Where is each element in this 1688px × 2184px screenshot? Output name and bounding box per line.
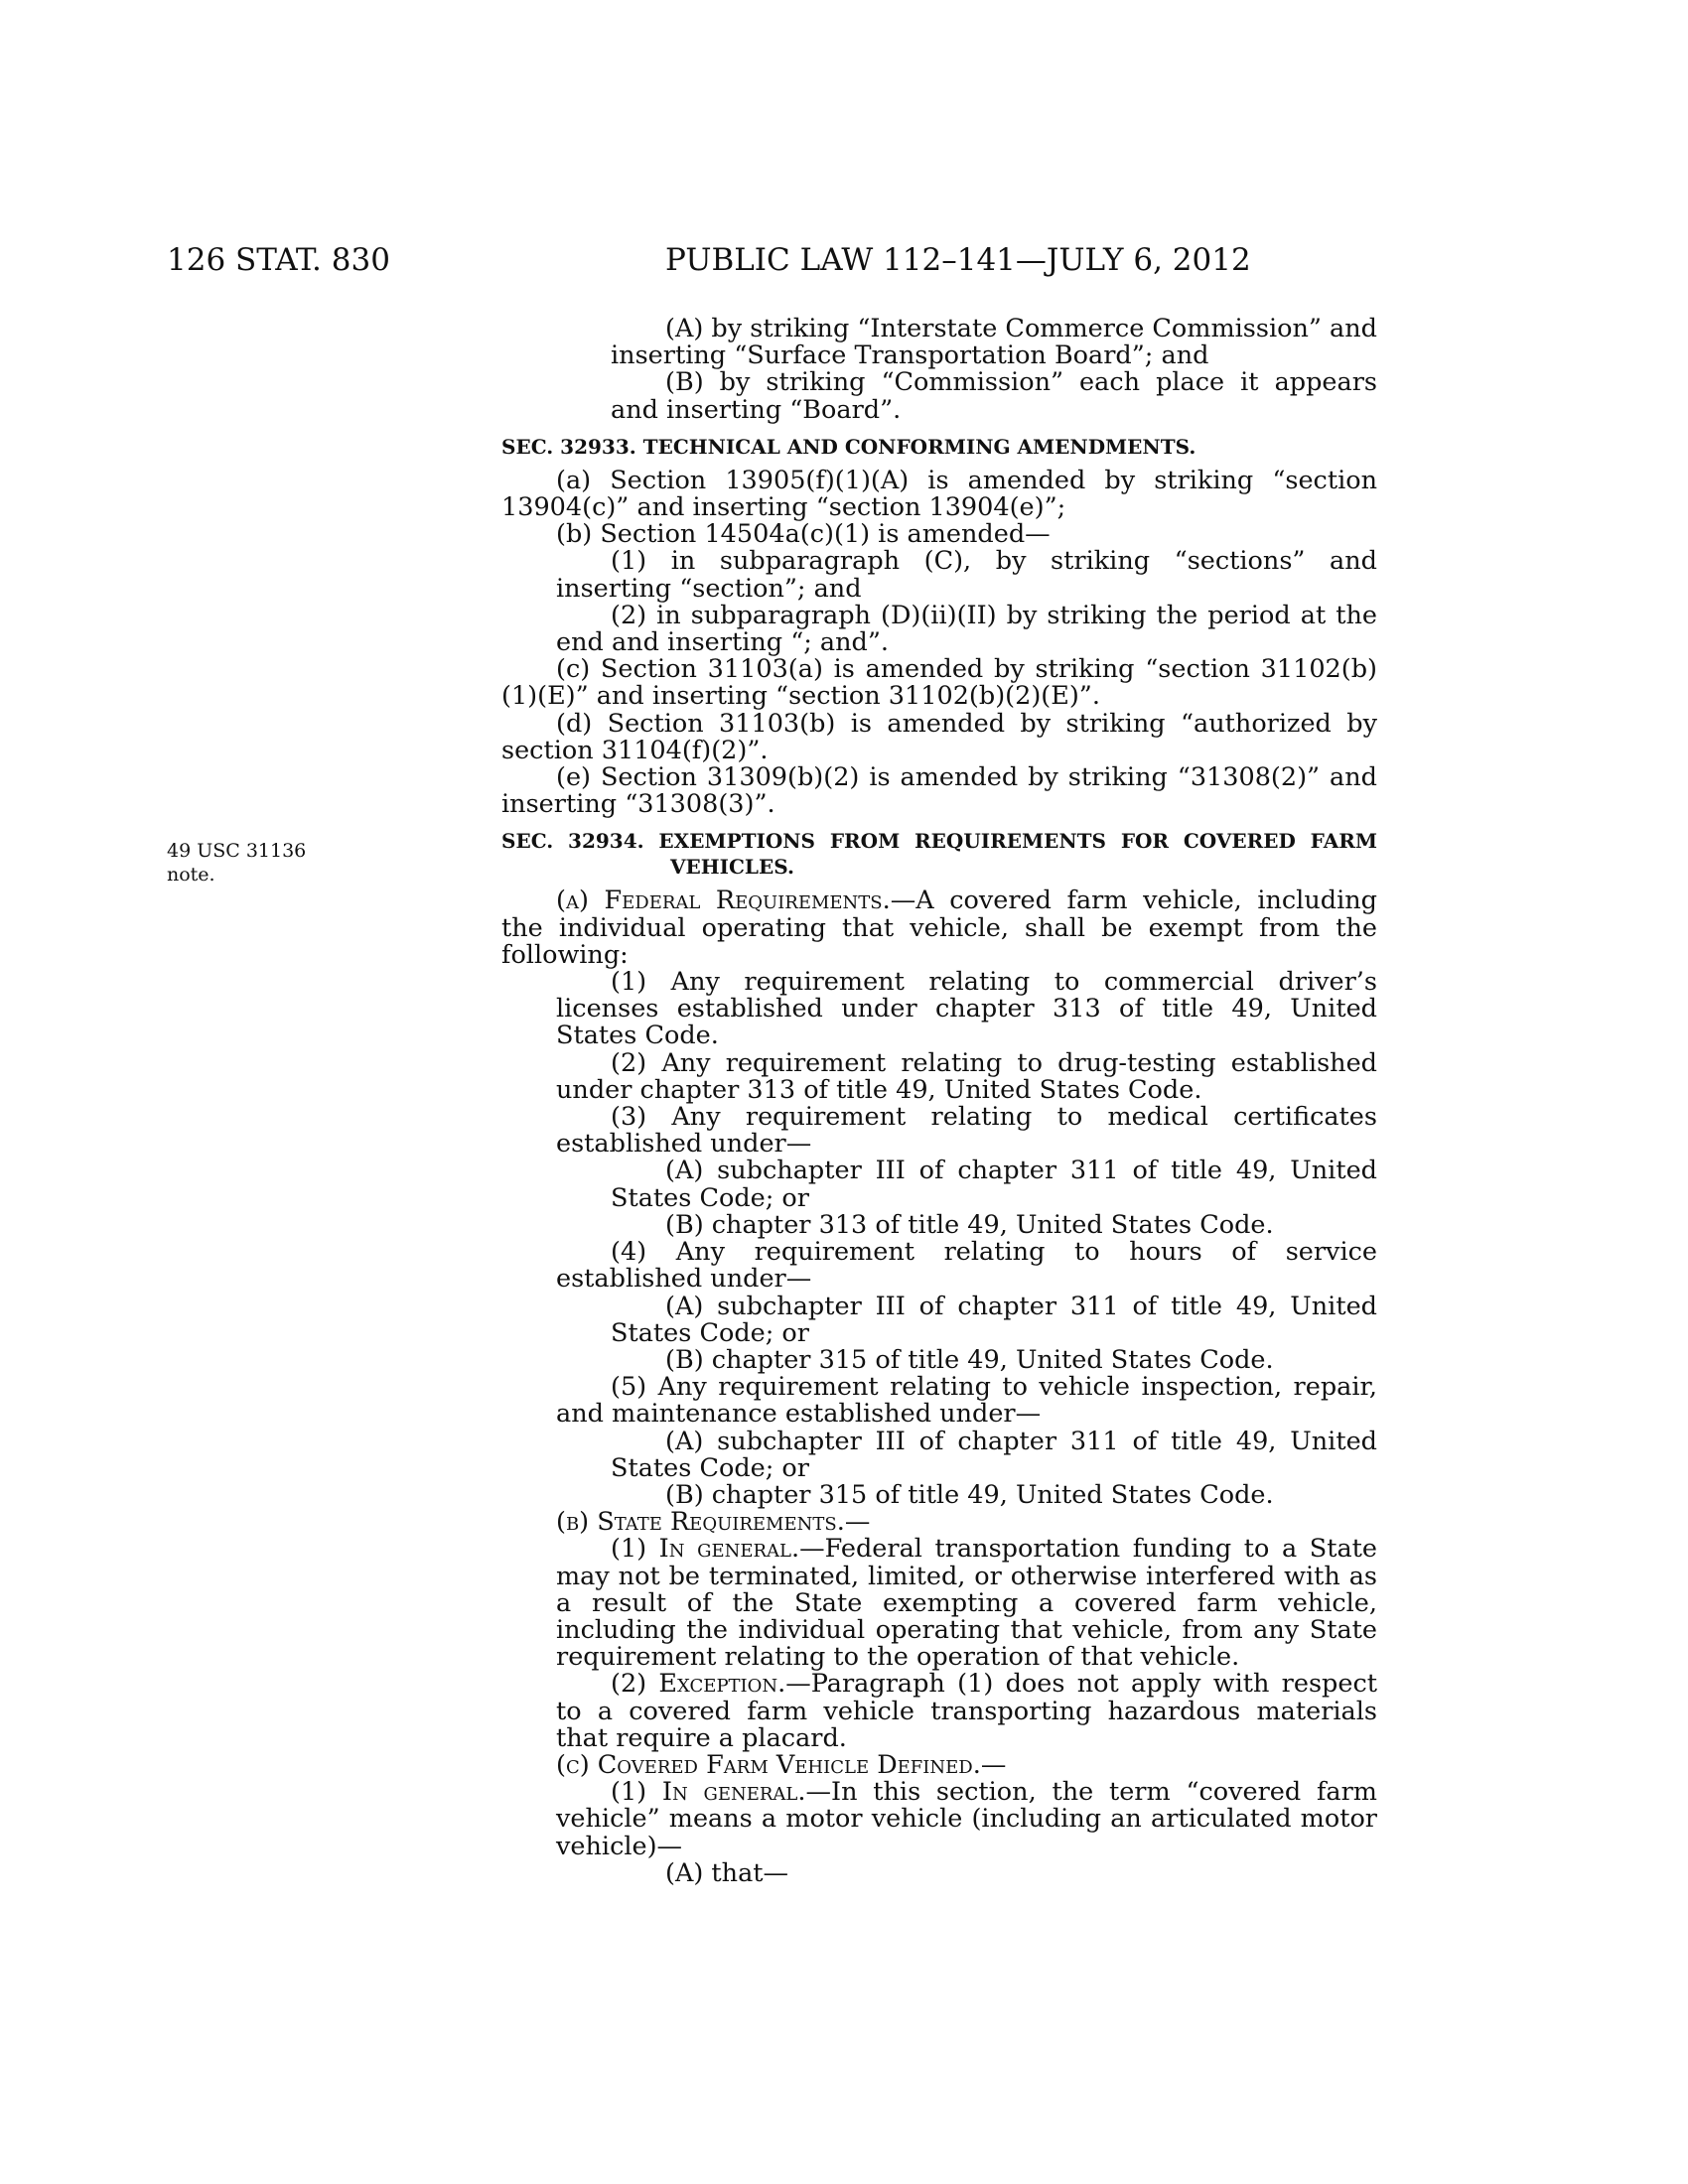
paragraph: (d) Section 31103(b) is amended by striking “authorized by section 31104(f)(2)”. [501, 708, 1377, 765]
paragraph-heading: (1) In general. [611, 1534, 800, 1565]
paragraph: (A) subchapter III of chapter 311 of title 49, United States Code; or [611, 1156, 1377, 1213]
paragraph [501, 1671, 1377, 1752]
page-body [501, 316, 1377, 1887]
running-title: PUBLIC LAW 112–141—JULY 6, 2012 [665, 242, 1251, 278]
margin-note [167, 839, 306, 887]
paragraph: (A) that— [665, 1857, 789, 1888]
paragraph-heading: (a) Federal Requirements. [556, 886, 891, 916]
paragraph [501, 1749, 1377, 1780]
paragraph: (a) Section 13905(f)(1)(A) is amended by striking “section 13904(c)” and inserting “section 13904(e)”; [501, 465, 1377, 523]
paragraph: (A) by striking “Interstate Commerce Commission” and inserting “Surface Transportation Board”; and [611, 314, 1377, 371]
paragraph: (1) Any requirement relating to commercial driver’s licenses established under chapter 313 of title 49, United States Code. [556, 967, 1377, 1051]
paragraph-heading: (2) Exception. [611, 1669, 786, 1700]
margin-note-line2: note. [167, 864, 215, 886]
paragraph-text: —A covered farm vehicle, including the individual operating that vehicle, shall be exempt from the following: [501, 886, 1377, 970]
paragraph-heading: (1) In general. [611, 1777, 806, 1808]
paragraph-heading: (b) State Requirements. [556, 1507, 845, 1538]
paragraph-text: — [844, 1507, 871, 1538]
paragraph [501, 1509, 1377, 1536]
paragraph: (B) chapter 313 of title 49, United States Code. [665, 1209, 1274, 1240]
paragraph: (b) Section 14504a(c)(1) is amended— [556, 519, 1051, 550]
paragraph [501, 1779, 1377, 1860]
paragraph-text: — [980, 1749, 1007, 1780]
paragraph: (B) chapter 315 of title 49, United States Code. [665, 1344, 1274, 1375]
paragraph: (A) subchapter III of chapter 311 of title 49, United States Code; or [611, 1426, 1377, 1483]
paragraph-heading: (c) Covered Farm Vehicle Defined. [556, 1749, 981, 1780]
paragraph: (5) Any requirement relating to vehicle inspection, repair, and maintenance established under— [556, 1372, 1377, 1430]
paragraph [501, 887, 1377, 969]
section-heading-32933: SEC. 32933. TECHNICAL AND CONFORMING AMENDMENTS. [501, 434, 1196, 459]
page-header [0, 242, 1688, 282]
stat-page-number: 126 STAT. 830 [167, 242, 390, 278]
paragraph: (B) by striking “Commission” each place it appears and inserting “Board”. [611, 367, 1377, 425]
paragraph: (e) Section 31309(b)(2) is amended by striking “31308(2)” and inserting “31308(3)”. [501, 762, 1377, 820]
paragraph: (2) in subparagraph (D)(ii)(II) by striking the period at the end and inserting “; and”. [556, 600, 1377, 658]
paragraph [501, 1536, 1377, 1671]
paragraph: (A) subchapter III of chapter 311 of title 49, United States Code; or [611, 1291, 1377, 1348]
paragraph: (c) Section 31103(a) is amended by striking “section 31102(b)(1)(E)” and inserting “section 31102(b)(2)(E)”. [501, 654, 1377, 712]
paragraph: (3) Any requirement relating to medical certificates established under— [556, 1102, 1377, 1160]
paragraph: (B) chapter 315 of title 49, United States Code. [665, 1479, 1274, 1510]
paragraph-text: —Paragraph (1) does not apply with respect to a covered farm vehicle transporting hazardous materials that require a placard. [556, 1669, 1377, 1753]
paragraph: (1) in subparagraph (C), by striking “sections” and inserting “section”; and [556, 546, 1377, 604]
margin-note-line1: 49 USC 31136 [167, 840, 307, 862]
paragraph-text: —Federal transportation funding to a State may not be terminated, limited, or otherwise interfered with as a result of the State exempting a covered farm vehicle, including the individual operating that vehicle, from any State requirement relating to the operation of that vehicle. [556, 1534, 1377, 1673]
paragraph: (2) Any requirement relating to drug-testing established under chapter 313 of title 49, United States Code. [556, 1047, 1377, 1105]
paragraph-text: —In this section, the term “covered farm vehicle” means a motor vehicle (including an articulated motor vehicle)— [556, 1777, 1377, 1861]
section-heading-32934: SEC. 32934. EXEMPTIONS FROM REQUIREMENTS FOR COVERED FARM VEHICLES. [501, 829, 1377, 880]
paragraph: (4) Any requirement relating to hours of service established under— [556, 1237, 1377, 1295]
